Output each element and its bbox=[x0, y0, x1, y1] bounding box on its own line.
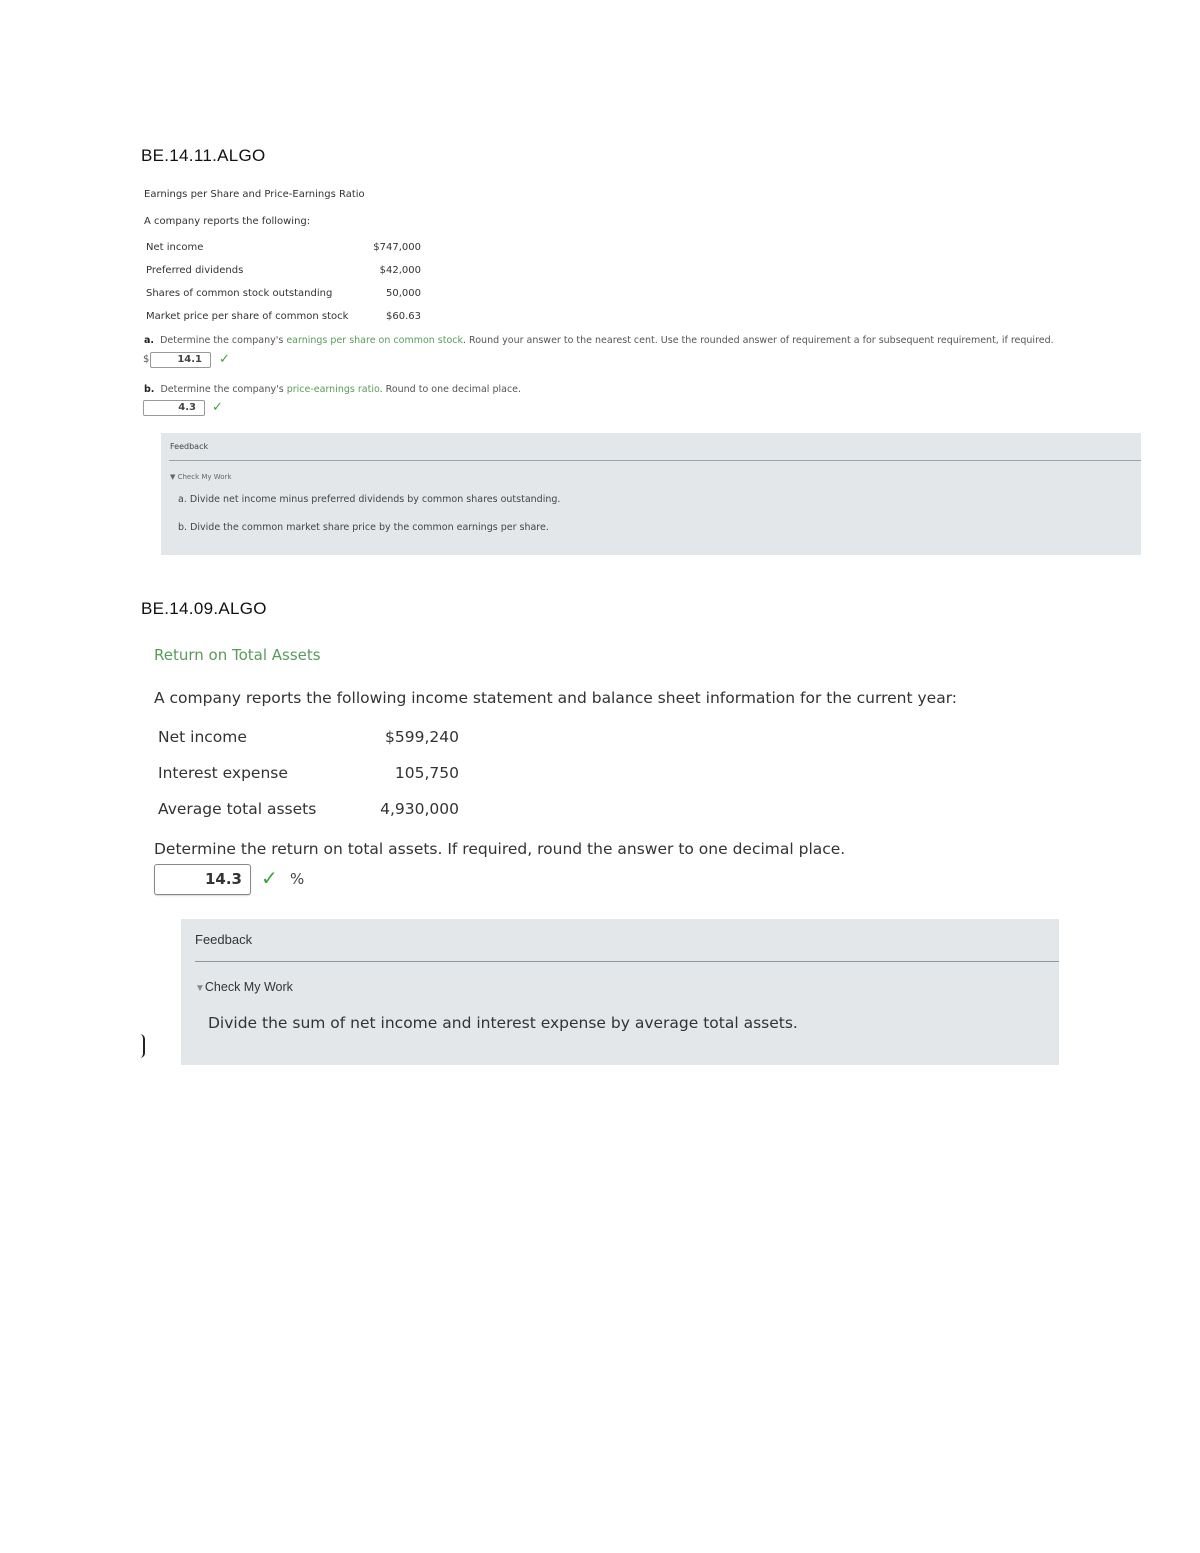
problem1-intro: A company reports the following: bbox=[144, 216, 311, 227]
problem1-data-table bbox=[146, 240, 426, 332]
row-label: Shares of common stock outstanding bbox=[146, 288, 333, 299]
feedback-divider bbox=[195, 961, 1059, 962]
table-row bbox=[146, 286, 426, 309]
eps-term-link[interactable]: earnings per share on common stock bbox=[286, 335, 464, 346]
table-row bbox=[158, 799, 463, 835]
check-my-work-toggle[interactable]: ▼ Check My Work bbox=[170, 473, 232, 481]
pe-ratio-answer-input[interactable]: 4.3 bbox=[143, 400, 205, 416]
table-row bbox=[146, 240, 426, 263]
feedback-heading: Feedback bbox=[170, 442, 209, 451]
triangle-down-icon: ▼ bbox=[195, 983, 205, 994]
feedback-item-a: a. Divide net income minus preferred dividends by common shares outstanding. bbox=[178, 494, 561, 505]
eps-answer-input[interactable]: 14.1 bbox=[150, 352, 211, 368]
part-b-text: Determine the company's bbox=[160, 384, 284, 395]
row-label: Market price per share of common stock bbox=[146, 311, 349, 322]
table-row bbox=[158, 727, 463, 763]
table-row bbox=[158, 763, 463, 799]
check-my-work-label: Check My Work bbox=[204, 980, 293, 994]
correct-check-icon: ✓ bbox=[219, 352, 230, 367]
check-my-work-toggle[interactable] bbox=[195, 980, 293, 994]
row-value: $599,240 bbox=[385, 728, 459, 746]
stray-mark bbox=[140, 1034, 145, 1058]
row-label: Interest expense bbox=[158, 764, 288, 782]
row-value: $60.63 bbox=[386, 311, 421, 322]
row-value: 50,000 bbox=[386, 288, 421, 299]
feedback-panel bbox=[181, 919, 1059, 1065]
table-row bbox=[146, 263, 426, 286]
row-value: 105,750 bbox=[394, 764, 459, 782]
part-a-marker: a. bbox=[144, 335, 155, 346]
part-b-marker: b. bbox=[144, 384, 155, 395]
dollar-prefix: $ bbox=[143, 354, 150, 365]
table-row bbox=[146, 309, 426, 332]
problem2-data-table bbox=[158, 727, 463, 835]
problem1-title: BE.14.11.ALGO bbox=[141, 146, 266, 165]
row-value: $42,000 bbox=[379, 265, 421, 276]
feedback-text: Divide the sum of net income and interest expense by average total assets. bbox=[208, 1014, 798, 1032]
problem1-subtitle: Earnings per Share and Price-Earnings Ratio bbox=[144, 189, 365, 200]
row-label: Average total assets bbox=[158, 800, 317, 818]
feedback-item-b: b. Divide the common market share price by the common earnings per share. bbox=[178, 522, 549, 533]
problem2-subtitle: Return on Total Assets bbox=[154, 646, 321, 664]
problem2-question: Determine the return on total assets. If required, round the answer to one decimal place. bbox=[154, 840, 846, 858]
row-label: Preferred dividends bbox=[146, 265, 244, 276]
row-value: $747,000 bbox=[373, 242, 421, 253]
feedback-heading: Feedback bbox=[195, 932, 253, 947]
row-label: Net income bbox=[158, 728, 247, 746]
part-a-text: Determine the company's bbox=[160, 335, 284, 346]
return-on-assets-answer-input[interactable]: 14.3 bbox=[154, 864, 251, 895]
part-a-question bbox=[144, 335, 1054, 346]
percent-unit: % bbox=[290, 870, 305, 888]
feedback-divider bbox=[169, 460, 1141, 461]
part-b-question bbox=[144, 384, 521, 395]
correct-check-icon: ✓ bbox=[261, 866, 278, 890]
part-b-instructions: . Round to one decimal place. bbox=[379, 384, 522, 395]
problem2-intro: A company reports the following income statement and balance sheet information for the current year: bbox=[154, 689, 958, 707]
feedback-panel bbox=[161, 433, 1141, 555]
correct-check-icon: ✓ bbox=[212, 400, 223, 415]
row-label: Net income bbox=[146, 242, 204, 253]
pe-ratio-term-link[interactable]: price-earnings ratio bbox=[286, 384, 380, 395]
row-value: 4,930,000 bbox=[380, 800, 459, 818]
problem2-title: BE.14.09.ALGO bbox=[141, 599, 267, 618]
part-a-instructions: . Round your answer to the nearest cent. Use the rounded answer of requirement a for subsequent requirement, if required. bbox=[463, 335, 1054, 346]
